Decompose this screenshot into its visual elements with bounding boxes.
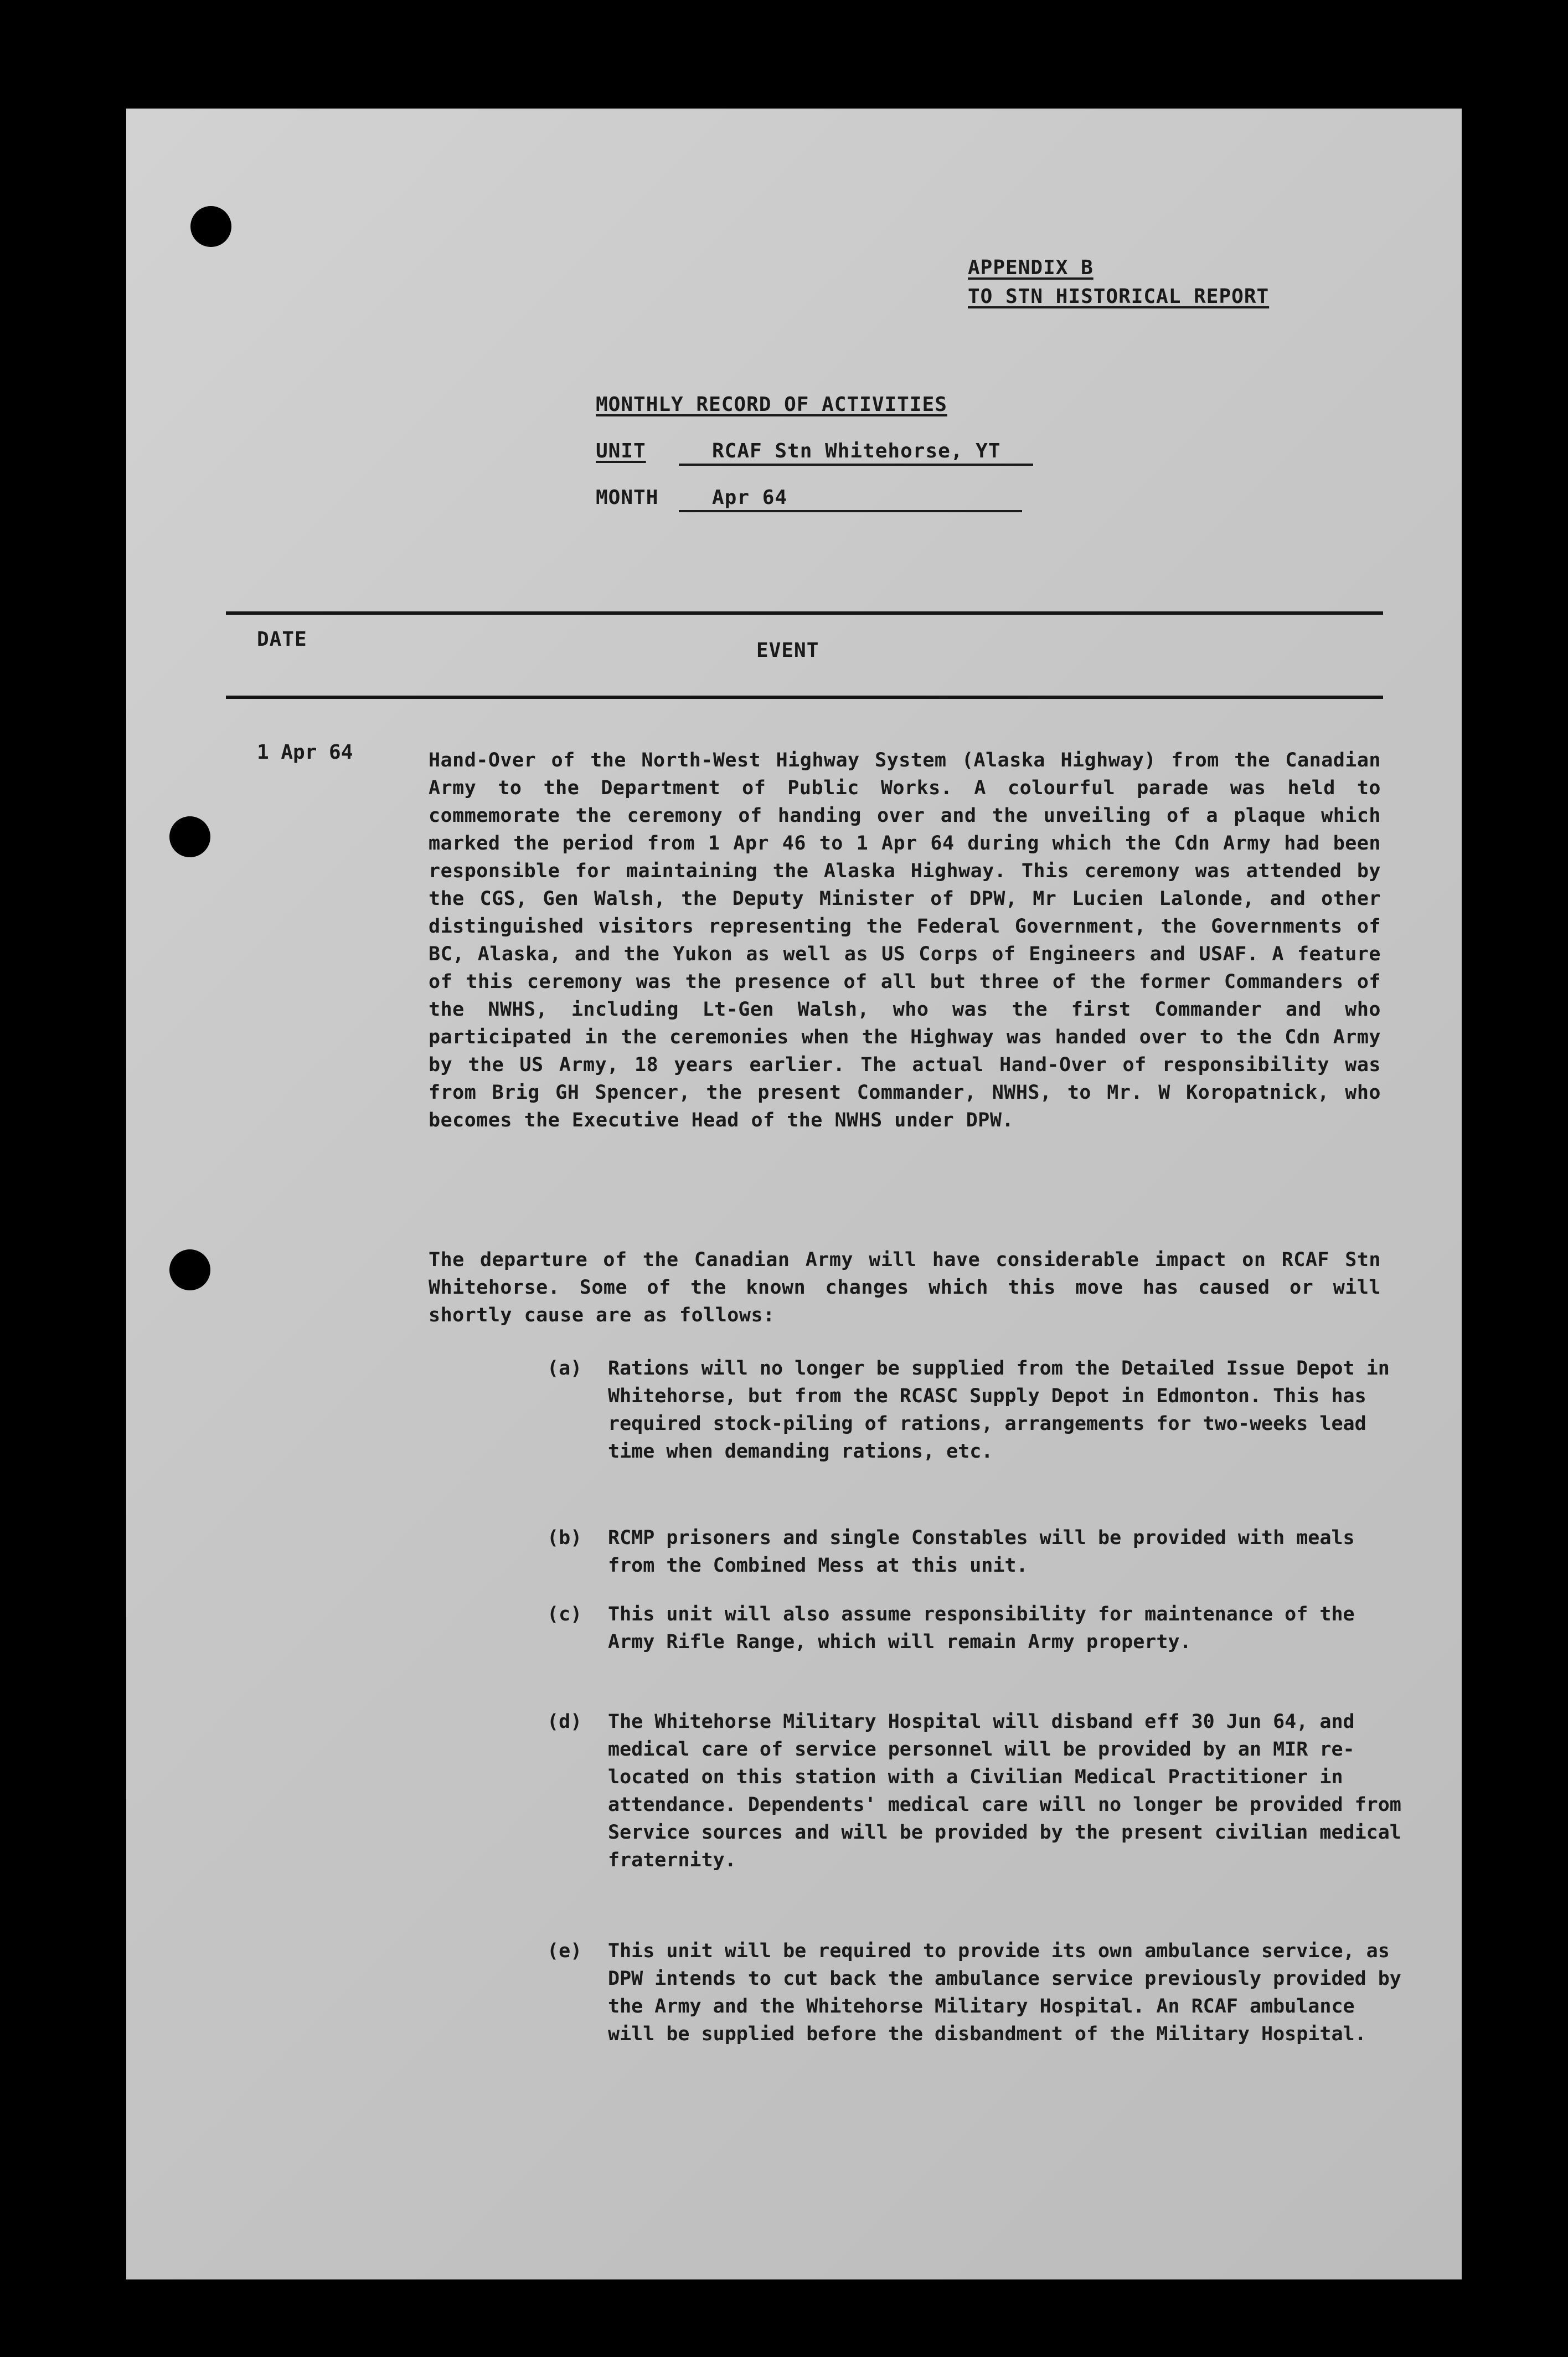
- item-text-d: The Whitehorse Military Hospital will disband eff 30 Jun 64, and medical care of service personnel will be provided by an MIR re-located on this station with a Civilian Medical Practitioner in attendance. Dependents' medical care will no longer be provided from Service sources and will be provided by the present civilian medical fraternity.: [608, 1711, 1401, 1871]
- table-top-rule: [226, 611, 1383, 615]
- list-item: [547, 1524, 1411, 1579]
- punch-hole-top: [190, 206, 231, 247]
- event-column-header: EVENT: [756, 639, 819, 662]
- list-item: [547, 1937, 1411, 2048]
- unit-value: RCAF Stn Whitehorse, YT: [679, 439, 1033, 466]
- event-paragraph-1: Hand-Over of the North-West Highway System (Alaska Highway) from the Canadian Army to the Department of Public Works. A colourful parade was held to commemorate the ceremony of handing over and the unveiling of a plaque which marked the period from 1 Apr 46 to 1 Apr 64 during which the Cdn Army had been responsible for maintaining the Alaska Highway. This ceremony was attended by the CGS, Gen Walsh, the Deputy Minister of DPW, Mr Lucien Lalonde, and other distinguished visitors representing the Federal Government, the Governments of BC, Alaska, and the Yukon as well as US Corps of Engineers and USAF. A feature of this ceremony was the presence of all but three of the former Commanders of the NWHS, including Lt-Gen Walsh, who was the first Commander and who participated in the ceremonies when the Highway was handed over to the Cdn Army by the US Army, 18 years earlier. The actual Hand-Over of responsibility was from Brig GH Spencer, the present Commander, NWHS, to Mr. W Koropatnick, who becomes the Executive Head of the NWHS under DPW.: [429, 749, 1381, 1131]
- appendix-line-2: TO STN HISTORICAL REPORT: [968, 285, 1270, 308]
- list-item: [547, 1601, 1411, 1656]
- appendix-line-1: APPENDIX B: [968, 256, 1094, 279]
- item-letter-d: (d): [547, 1711, 582, 1733]
- month-value: Apr 64: [679, 486, 1022, 512]
- punch-hole-middle: [169, 816, 210, 857]
- list-item: [547, 1355, 1411, 1465]
- item-letter-c: (c): [547, 1603, 582, 1625]
- event-paragraph-2: The departure of the Canadian Army will have considerable impact on RCAF Stn Whitehorse. Some of the known changes which this move has caused or will shortly cause are as follows:: [429, 1249, 1381, 1326]
- unit-label: UNIT: [596, 440, 646, 462]
- item-letter-a: (a): [547, 1357, 582, 1380]
- item-letter-e: (e): [547, 1940, 582, 1962]
- document-page: [126, 109, 1462, 2279]
- item-letter-b: (b): [547, 1527, 582, 1549]
- entry-date: 1 Apr 64: [257, 741, 353, 764]
- item-text-c: This unit will also assume responsibility for maintenance of the Army Rifle Range, which will remain Army property.: [608, 1603, 1355, 1653]
- list-item: [547, 1708, 1411, 1874]
- punch-hole-lower: [169, 1249, 210, 1290]
- date-column-header: DATE: [257, 628, 307, 651]
- table-header-rule: [226, 696, 1383, 699]
- record-title: MONTHLY RECORD OF ACTIVITIES: [596, 393, 947, 416]
- appendix-heading: [968, 254, 1269, 311]
- item-text-b: RCMP prisoners and single Constables will be provided with meals from the Combined Mess at this unit.: [608, 1527, 1355, 1577]
- item-text-e: This unit will be required to provide its own ambulance service, as DPW intends to cut back the ambulance service previously provided by the Army and the Whitehorse Military Hospital. An RCAF ambulance will be supplied before the disbandment of the Military Hospital.: [608, 1940, 1401, 2045]
- record-header: [596, 385, 1033, 517]
- item-text-a: Rations will no longer be supplied from the Detailed Issue Depot in Whitehorse, but from the RCASC Supply Depot in Edmonton. This has required stock-piling of rations, arrangements for two-weeks lead time when demanding rations, etc.: [608, 1357, 1390, 1463]
- month-label: MONTH: [596, 486, 659, 509]
